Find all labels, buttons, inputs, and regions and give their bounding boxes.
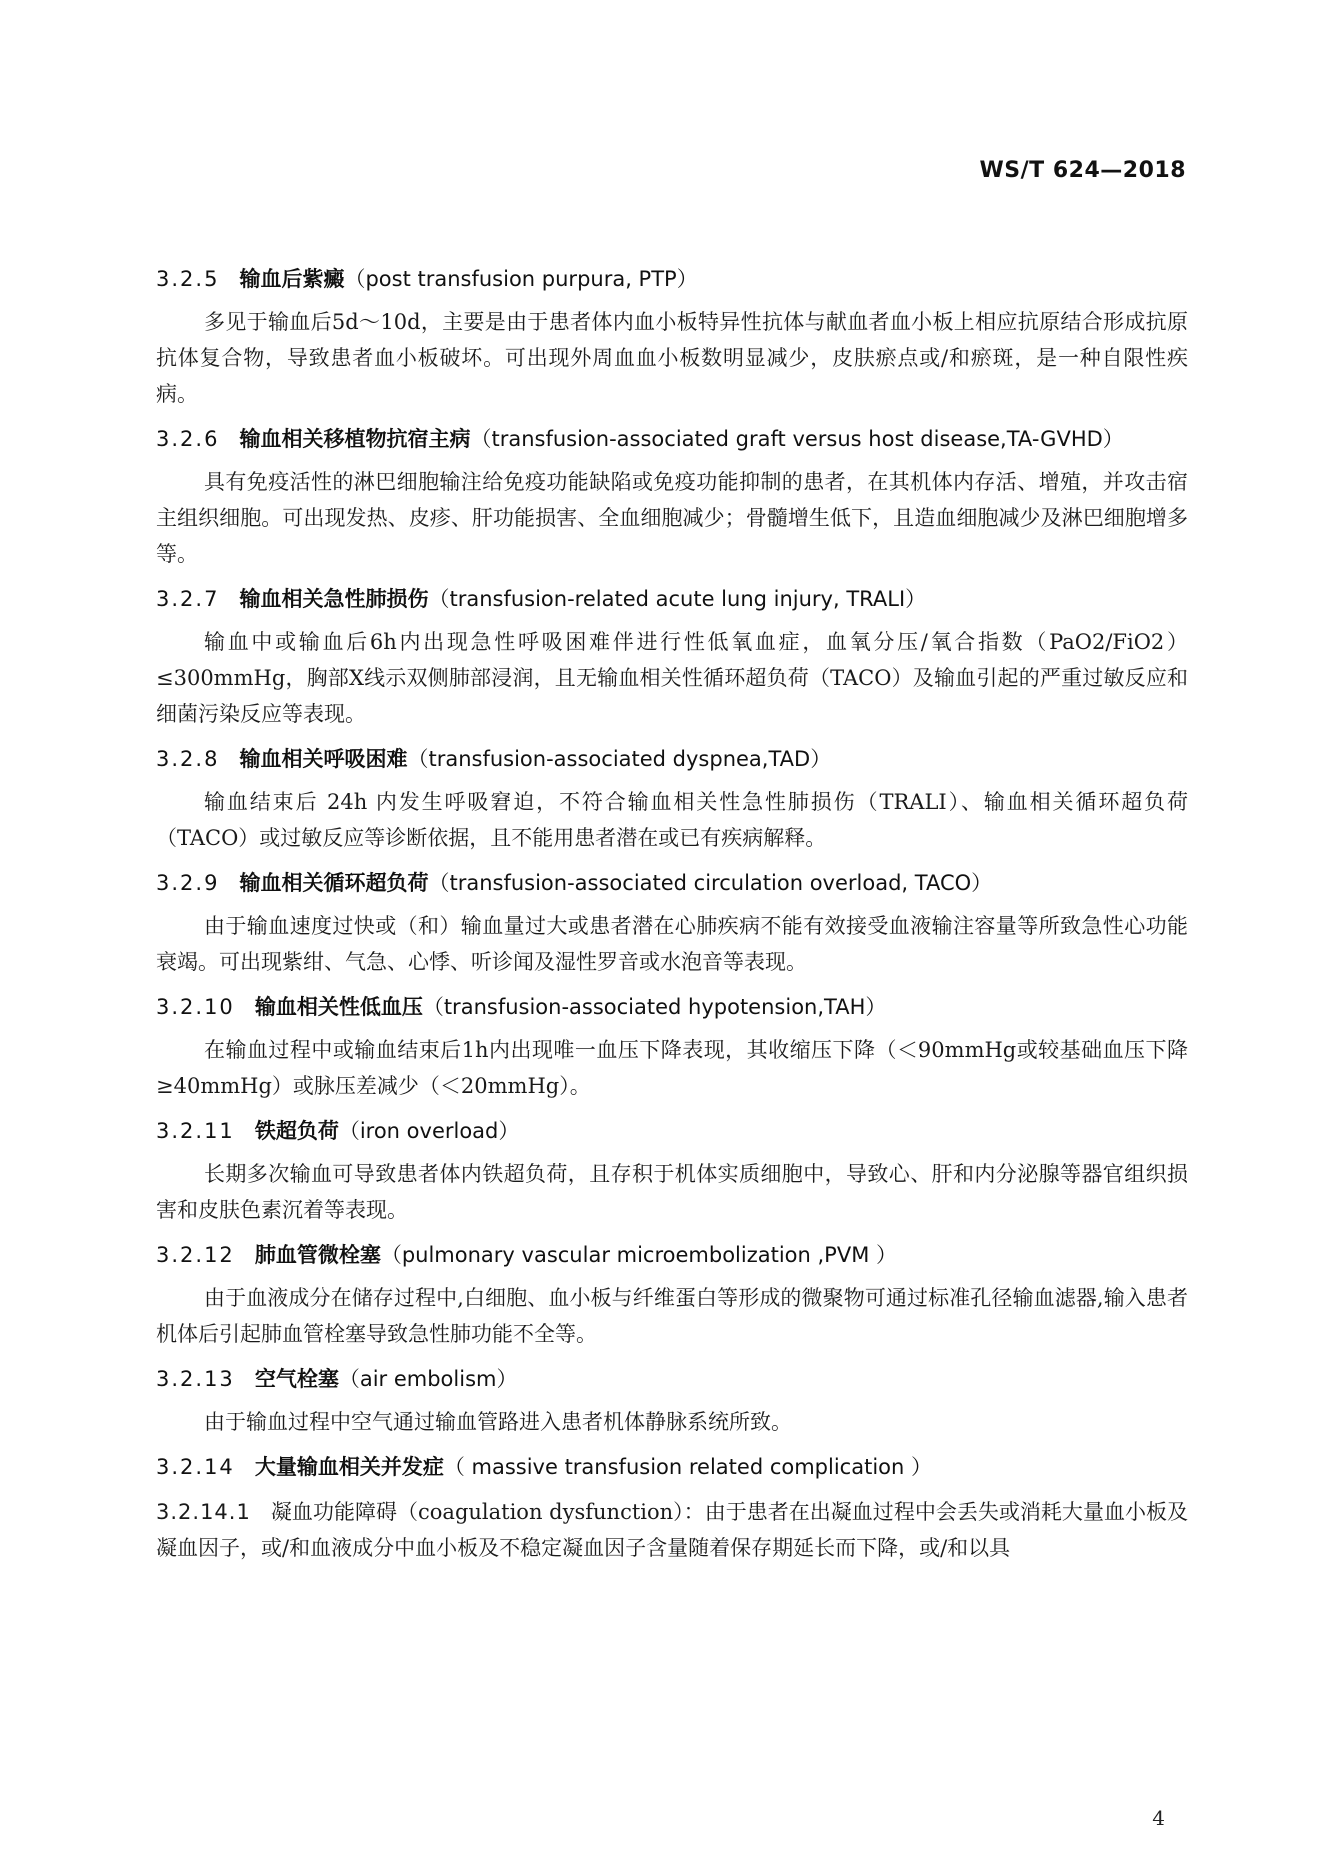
section-number: 3.2.9 <box>156 871 220 895</box>
section-number: 3.2.12 <box>156 1243 235 1267</box>
section-title: 输血相关循环超负荷 <box>239 871 429 895</box>
section-number: 3.2.11 <box>156 1119 235 1143</box>
section-title: 输血相关急性肺损伤 <box>239 587 429 611</box>
subsection-text: 凝血功能障碍（coagulation dysfunction）：由于患者在出凝血过程中会丢失或消耗大量血小板及凝血因子，或/和血液成分中血小板及不稳定凝血因子含量随着保存期延长而下降，或/和以具 <box>156 1500 1188 1560</box>
section-term-en: （transfusion-related acute lung injury, TRALI） <box>428 587 927 611</box>
section-heading-3-2-13 <box>156 1362 1188 1396</box>
section-term-en: （transfusion-associated graft versus host disease,TA-GVHD） <box>470 427 1124 451</box>
section-number: 3.2.5 <box>156 267 220 291</box>
section-title: 输血相关性低血压 <box>254 995 423 1019</box>
section-paragraph-3-2-9: 由于输血速度过快或（和）输血量过大或患者潜在心肺疾病不能有效接受血液输注容量等所致急性心功能衰竭。可出现紫绀、气急、心悸、听诊闻及湿性罗音或水泡音等表现。 <box>156 914 1188 974</box>
section-heading-3-2-6 <box>156 422 1188 456</box>
section-heading-3-2-8 <box>156 742 1188 776</box>
section-paragraph-3-2-10: 在输血过程中或输血结束后1h内出现唯一血压下降表现，其收缩压下降（＜90mmHg或较基础血压下降≥40mmHg）或脉压差减少（＜20mmHg）。 <box>156 1038 1188 1098</box>
section-paragraph-3-2-5: 多见于输血后5d～10d，主要是由于患者体内血小板特异性抗体与献血者血小板上相应抗原结合形成抗原抗体复合物，导致患者血小板破坏。可出现外周血血小板数明显减少，皮肤瘀点或/和瘀斑，是一种自限性疾病。 <box>156 310 1188 406</box>
subsection-number: 3.2.14.1 <box>156 1500 251 1524</box>
section-term-en: （pulmonary vascular microembolization ,PVM ） <box>380 1243 897 1267</box>
section-title: 输血后紫癜 <box>239 267 345 291</box>
section-title: 大量输血相关并发症 <box>254 1455 444 1479</box>
section-title: 肺血管微栓塞 <box>254 1243 381 1267</box>
section-heading-3-2-11 <box>156 1114 1188 1148</box>
section-paragraph-3-2-6: 具有免疫活性的淋巴细胞输注给免疫功能缺陷或免疫功能抑制的患者，在其机体内存活、增殖，并攻击宿主组织细胞。可出现发热、皮疹、肝功能损害、全血细胞减少；骨髓增生低下，且造血细胞减少及淋巴细胞增多等。 <box>156 470 1188 566</box>
section-paragraph-3-2-8: 输血结束后 24h 内发生呼吸窘迫，不符合输血相关性急性肺损伤（TRALI）、输血相关循环超负荷（TACO）或过敏反应等诊断依据，且不能用患者潜在或已有疾病解释。 <box>156 790 1188 850</box>
page-number: 4 <box>1152 1806 1165 1830</box>
section-term-en: （post transfusion purpura, PTP） <box>344 267 698 291</box>
document-body <box>156 262 1188 1566</box>
section-title: 输血相关移植物抗宿主病 <box>239 427 471 451</box>
section-term-en: （transfusion-associated circulation overload, TACO） <box>428 871 993 895</box>
standard-code: WS/T 624—2018 <box>979 158 1186 183</box>
section-paragraph-3-2-11: 长期多次输血可导致患者体内铁超负荷，且存积于机体实质细胞中，导致心、肝和内分泌腺等器官组织损害和皮肤色素沉着等表现。 <box>156 1162 1188 1222</box>
section-number: 3.2.6 <box>156 427 220 451</box>
section-title: 输血相关呼吸困难 <box>239 747 408 771</box>
subsection-paragraph-3-2-14-1 <box>156 1494 1188 1566</box>
section-heading-3-2-5 <box>156 262 1188 296</box>
section-number: 3.2.13 <box>156 1367 235 1391</box>
section-title: 空气栓塞 <box>254 1367 339 1391</box>
section-heading-3-2-7 <box>156 582 1188 616</box>
section-title: 铁超负荷 <box>254 1119 339 1143</box>
section-number: 3.2.7 <box>156 587 220 611</box>
section-term-en: （iron overload） <box>338 1119 520 1143</box>
section-heading-3-2-14 <box>156 1450 1188 1484</box>
section-heading-3-2-10 <box>156 990 1188 1024</box>
section-number: 3.2.14 <box>156 1455 235 1479</box>
section-term-en: （transfusion-associated hypotension,TAH） <box>422 995 887 1019</box>
section-paragraph-3-2-13: 由于输血过程中空气通过输血管路进入患者机体静脉系统所致。 <box>204 1410 792 1434</box>
section-term-en: （ massive transfusion related complication ） <box>443 1455 932 1479</box>
section-paragraph-3-2-12: 由于血液成分在储存过程中,白细胞、血小板与纤维蛋白等形成的微聚物可通过标准孔径输血滤器,输入患者机体后引起肺血管栓塞导致急性肺功能不全等。 <box>156 1286 1188 1346</box>
section-number: 3.2.10 <box>156 995 235 1019</box>
section-number: 3.2.8 <box>156 747 220 771</box>
section-heading-3-2-9 <box>156 866 1188 900</box>
section-paragraph-3-2-7: 输血中或输血后6h内出现急性呼吸困难伴进行性低氧血症，血氧分压/氧合指数（PaO2/FiO2）≤300mmHg，胸部X线示双侧肺部浸润，且无输血相关性循环超负荷（TACO）及输血引起的严重过敏反应和细菌污染反应等表现。 <box>156 630 1188 726</box>
section-term-en: （transfusion-associated dyspnea,TAD） <box>407 747 832 771</box>
section-term-en: （air embolism） <box>338 1367 518 1391</box>
section-heading-3-2-12 <box>156 1238 1188 1272</box>
